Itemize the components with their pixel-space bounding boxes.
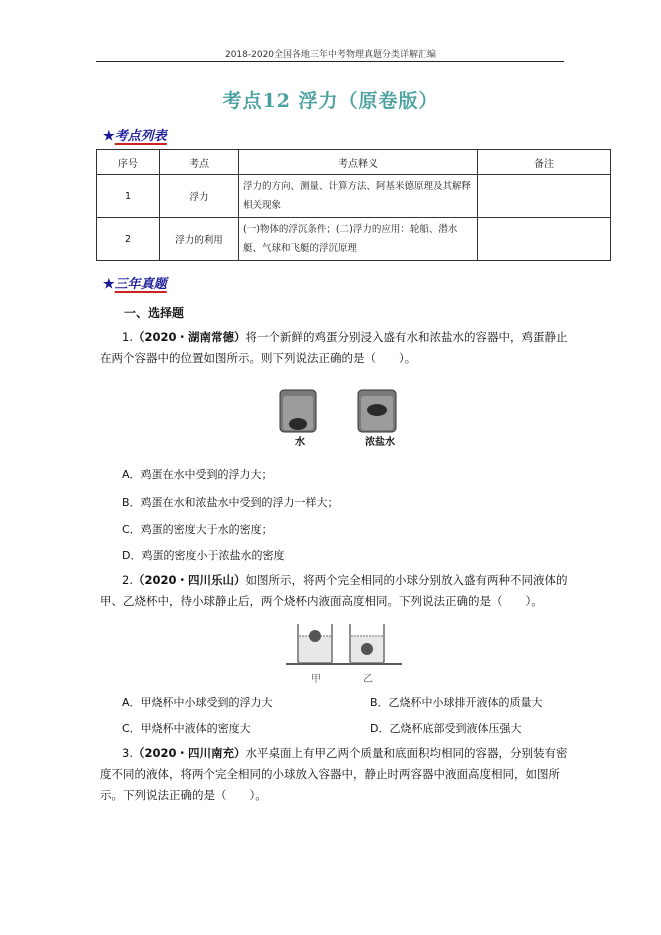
beakers-illustration [284, 622, 404, 670]
question-3 [100, 743, 568, 806]
part-title: 一、选择题 [124, 306, 185, 320]
table-header-row [97, 150, 611, 175]
section-heading-topics [103, 125, 167, 144]
table-row [97, 175, 611, 218]
section-heading-label: 考点列表 [114, 129, 167, 144]
figure-label-water: 水 [295, 437, 305, 448]
table-header-cell: 序号 [97, 150, 160, 175]
table-cell-topic: 浮力 [160, 175, 239, 218]
question-stem: 将一个新鲜的鸡蛋分别浸入盛有水和浓盐水的容器中，鸡蛋静止在两个容器中的位置如图所示。则下列说法正确的是（ ）。 [100, 330, 568, 365]
section-heading-label: 三年真题 [114, 277, 167, 292]
table-cell-note [478, 175, 611, 218]
running-header: 2018-2020全国各地三年中考物理真题分类详解汇编 [224, 50, 437, 60]
page-title: 考点12 浮力（原卷版） [222, 90, 439, 112]
option-d: D．乙烧杯底部受到液体压强大 [370, 722, 522, 735]
table-cell-num: 2 [97, 218, 160, 261]
table-cell-desc: 浮力的方向、测量、计算方法、阿基米德原理及其解释相关现象 [239, 175, 478, 218]
star-icon: ★ [103, 277, 115, 292]
option-b: B．鸡蛋在水和浓盐水中受到的浮力一样大； [122, 496, 339, 509]
table-cell-desc: (一)物体的浮沉条件；(二)浮力的应用：轮船、潜水艇、气球和飞艇的浮沉原理 [239, 218, 478, 261]
topics-table [96, 149, 611, 261]
figure-label-brine: 浓盐水 [365, 437, 395, 448]
star-icon: ★ [103, 129, 115, 144]
beakers-figure [284, 622, 404, 686]
figure-label-yi: 乙 [363, 674, 373, 685]
section-heading-exams [103, 273, 167, 292]
option-c: C．鸡蛋的密度大于水的密度； [122, 523, 273, 536]
header-rule [96, 61, 564, 62]
option-d: D．鸡蛋的密度小于浓盐水的密度 [122, 549, 285, 562]
figure-label-jia: 甲 [311, 674, 321, 685]
table-cell-topic: 浮力的利用 [160, 218, 239, 261]
question-number: 1. [122, 330, 133, 344]
question-source: （2020・四川乐山） [132, 573, 246, 587]
question-stem: 水平桌面上有甲乙两个质量和底面积均相同的容器，分别装有密度不同的液体，将两个完全相同的小球放入容器中，静止时两容器中液面高度相同，如图所示。下列说法正确的是（ ）。 [100, 746, 568, 802]
question-stem: 如图所示，将两个完全相同的小球分别放入盛有两种不同液体的甲、乙烧杯中，待小球静止后，两个烧杯内液面高度相同。下列说法正确的是（ ）。 [100, 573, 568, 608]
question-source: （2020・四川南充） [132, 746, 246, 760]
option-a: A．甲烧杯中小球受到的浮力大 [122, 696, 273, 709]
option-c: C．甲烧杯中液体的密度大 [122, 722, 251, 735]
table-header-cell: 考点释义 [239, 150, 478, 175]
question-1 [100, 327, 568, 369]
table-cell-num: 1 [97, 175, 160, 218]
question-source: （2020・湖南常德） [132, 330, 246, 344]
egg-containers-figure [276, 388, 406, 450]
option-b: B．乙烧杯中小球排开液体的质量大 [370, 696, 543, 709]
option-a: A．鸡蛋在水中受到的浮力大； [122, 468, 273, 481]
table-row [97, 218, 611, 261]
table-cell-note [478, 218, 611, 261]
question-number: 3. [122, 746, 133, 760]
table-header-cell: 备注 [478, 150, 611, 175]
question-number: 2. [122, 573, 133, 587]
question-2 [100, 570, 568, 612]
table-header-cell: 考点 [160, 150, 239, 175]
